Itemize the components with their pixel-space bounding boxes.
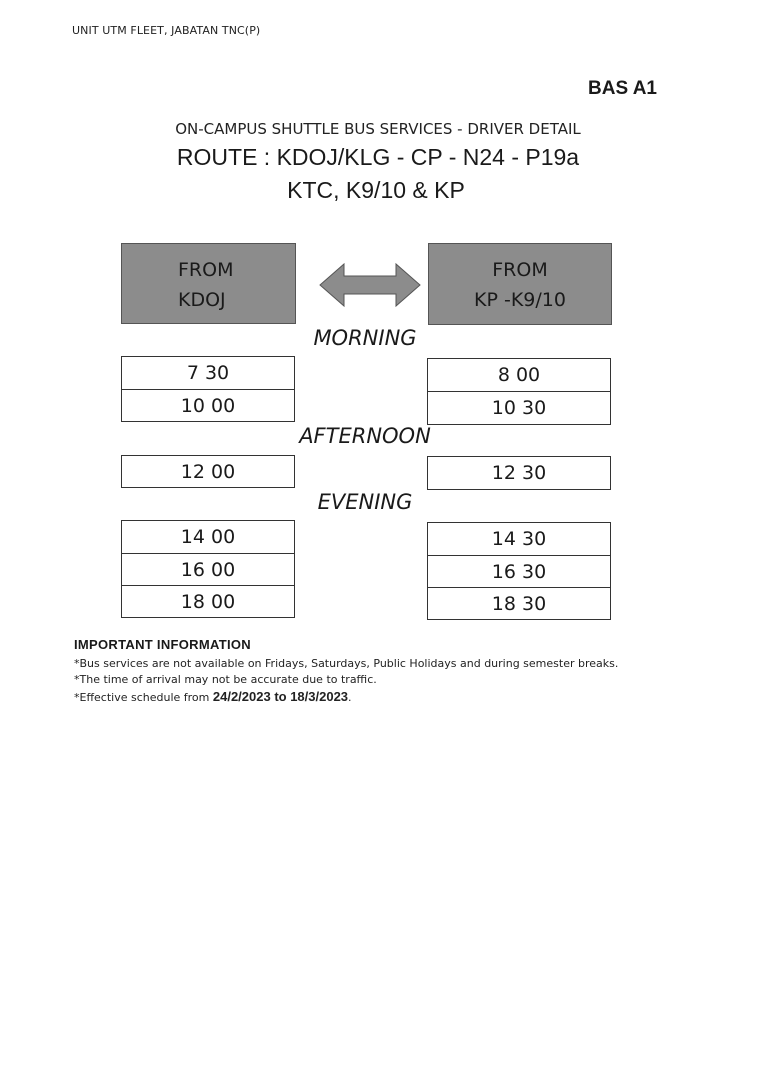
time-cell: 18 30: [491, 592, 547, 615]
schedule-table-afternoon-left: [121, 455, 295, 488]
time-cell: 16 00: [122, 554, 294, 586]
schedule-table-afternoon-right: [427, 456, 611, 490]
info-line: *Bus services are not available on Fridays, Saturdays, Public Holidays and during semester breaks.: [74, 657, 619, 670]
time-cell: 12 30: [491, 462, 547, 484]
bus-code: BAS A1: [588, 78, 657, 99]
info-line-effective: [74, 689, 352, 704]
info-effective-prefix: *Effective schedule from: [74, 691, 213, 704]
period-label-morning: MORNING: [313, 326, 417, 350]
origin-right-line2: KP -K9/10: [474, 289, 566, 311]
info-line: *The time of arrival may not be accurate due to traffic.: [74, 673, 377, 686]
time-cell: 14 00: [122, 521, 294, 554]
time-cell: 7 30: [122, 357, 294, 390]
route-title: ROUTE : KDOJ/KLG - CP - N24 - P19a: [176, 144, 580, 170]
origin-right-line1: FROM: [492, 259, 548, 281]
time-cell: 18 00: [180, 590, 236, 613]
time-cell: 12 00: [180, 460, 236, 483]
time-cell: 16 30: [428, 556, 610, 588]
schedule-table-morning-right: [427, 358, 611, 425]
time-cell: 8 00: [428, 359, 610, 392]
schedule-table-morning-left: [121, 356, 295, 422]
info-effective-suffix: .: [348, 691, 352, 704]
period-label-afternoon: AFTERNOON: [299, 424, 431, 448]
double-arrow-icon: [318, 262, 422, 308]
period-label-evening: EVENING: [317, 490, 413, 514]
info-effective-dates: 24/2/2023 to 18/3/2023: [212, 689, 349, 704]
origin-box-left: [121, 243, 296, 324]
origin-left-line2: KDOJ: [178, 289, 226, 311]
time-cell: 10 00: [180, 394, 236, 417]
schedule-table-evening-right: [427, 522, 611, 620]
route-stops: KTC, K9/10 & KP: [287, 177, 465, 203]
time-cell: 14 30: [428, 523, 610, 556]
info-heading: IMPORTANT INFORMATION: [74, 637, 251, 652]
origin-box-right: [428, 243, 612, 325]
origin-left-line1: FROM: [178, 259, 234, 281]
document-subtitle: ON-CAMPUS SHUTTLE BUS SERVICES - DRIVER DETAIL: [175, 120, 581, 138]
schedule-table-evening-left: [121, 520, 295, 618]
unit-name: UNIT UTM FLEET, JABATAN TNC(P): [72, 24, 261, 37]
time-cell: 10 30: [491, 397, 547, 419]
